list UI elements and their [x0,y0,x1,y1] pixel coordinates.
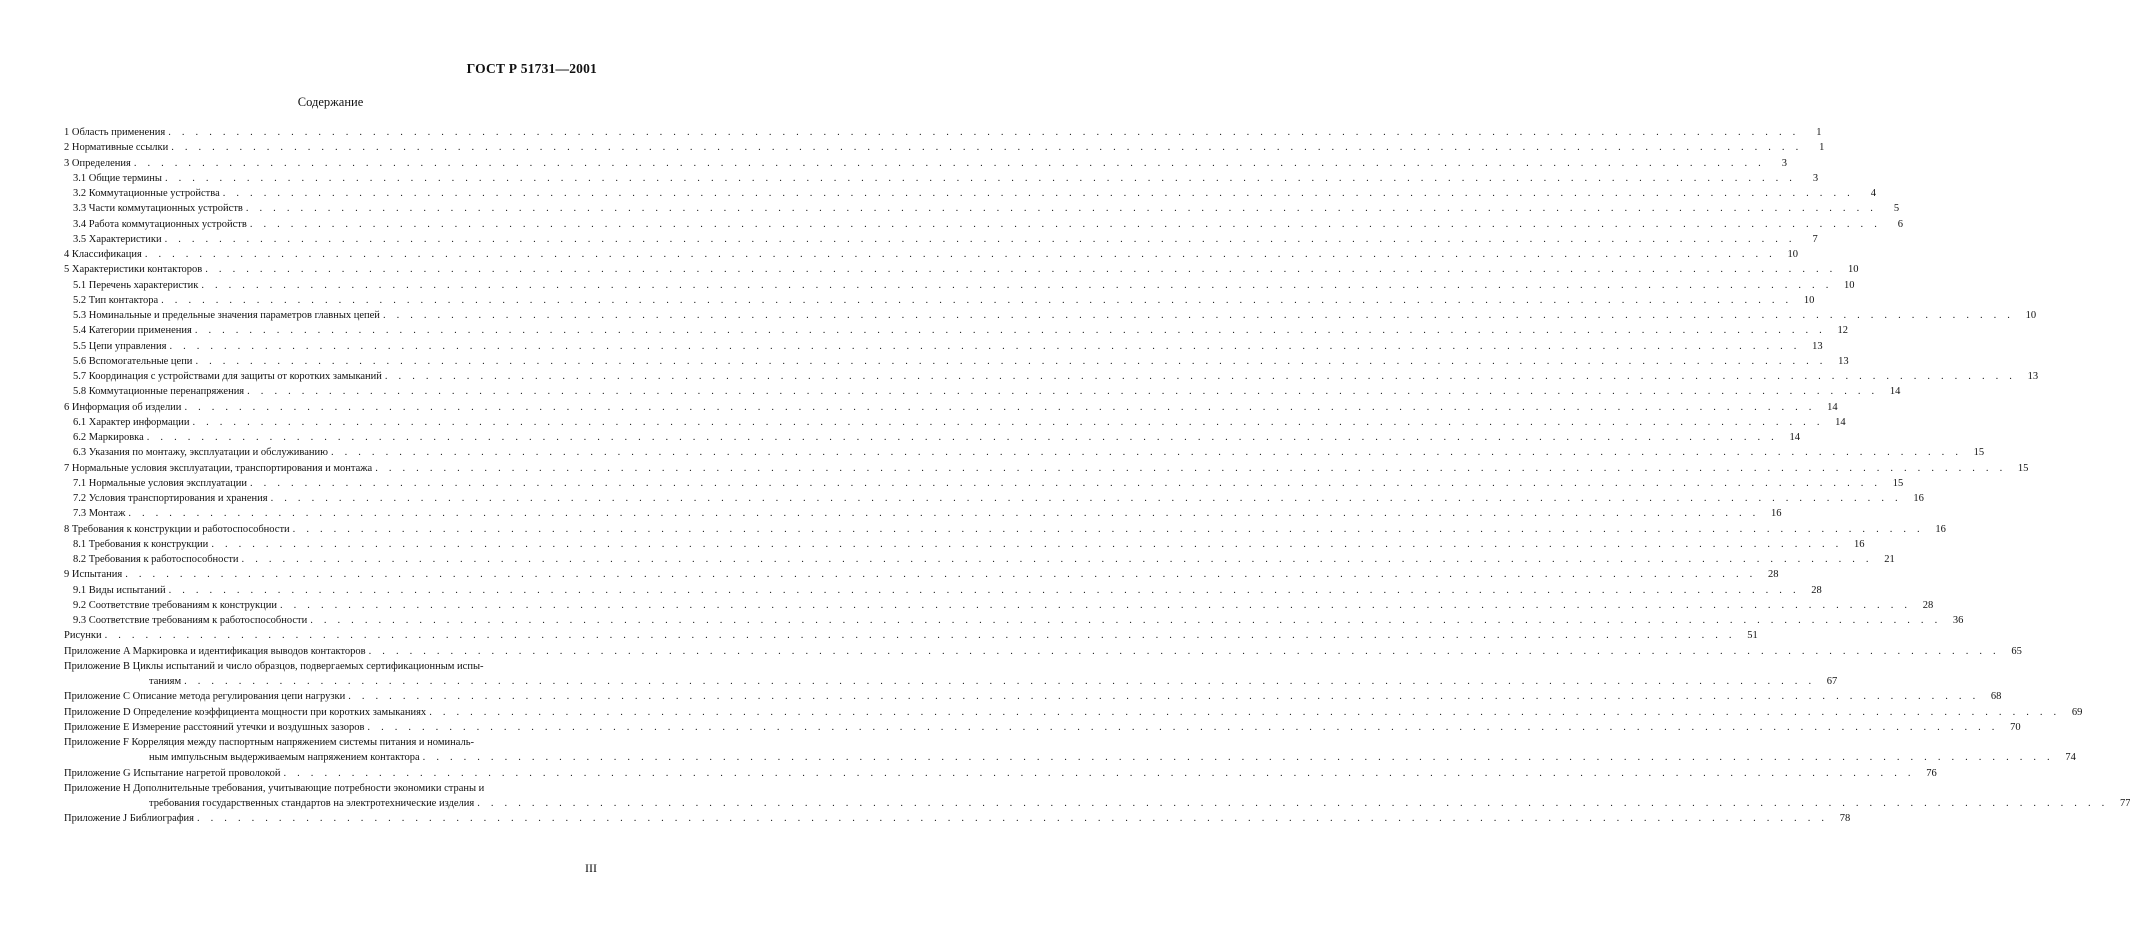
dot-leader: . . . . . . . . . . . . . . . . . . . . . . . . . . . . . . . . . . . . . . . . . . . . . . . . . . . . . . . . . . . . . . . . . . . . . . . . . . . . . . . . . . . . . . . . . . . . . . . . . . . . . . . . . . . . . . . . . . . . . . . . [270,493,1902,504]
page-number: III [585,861,597,875]
toc-entry-title: 6.1 Характер информации [73,415,192,430]
dot-leader: . . . . . . . . . . . . . . . . . . . . . . . . . . . . . . . . . . . . . . . . . . . . . . . . . . . . . . . . . . . . . . . . . . . . . . . . . . . . . . . . . . . . . . . . . . . . . . . . . . . . . . . . . . . . . . . . . . . . . . . . [247,386,1879,398]
toc-entry-title: 3 Определения [64,156,134,171]
toc-entry [64,811,1851,826]
dot-leader: . . . . . . . . . . . . . . . . . . . . . . . . . . . . . . . . . . . . . . . . . . . . . . . . . . . . . . . . . . . . . . . . . . . . . . . . . . . . . . . . . . . . . . . . . . . . . . . . . . . . . . . . . . . . . . . . . . . . . . . . [104,630,1736,642]
toc-entry-title: 4 Классификация [64,247,145,262]
toc-entry-title: 5.3 Номинальные и предельные значения параметров главных цепей [73,308,383,323]
dot-leader: . . . . . . . . . . . . . . . . . . . . . . . . . . . . . . . . . . . . . . . . . . . . . . . . . . . . . . . . . . . . . . . . . . . . . . . . . . . . . . . . . . . . . . . . . . . . . . . . . . . . . . . . . . . . . . . . . . . . . . . . [128,508,1760,520]
toc-entry-page: 1 [1816,127,1822,138]
toc-entry-title: 9.1 Виды испытаний [73,583,169,598]
toc-entry-title: 8.2 Требования к работоспособности [73,552,242,567]
toc-entry-page: 15 [1973,447,1985,459]
dot-leader: . . . . . . . . . . . . . . . . . . . . . . . . . . . . . . . . . . . . . . . . . . . . . . . . . . . . . . . . . . . . . . . . . . . . . . . . . . . . . . . . . . . . . . . . . . . . . . . . . . . . . . . . . . . . . . . . . . . . . . . . [429,706,2061,718]
toc-entry-page: 3 [1781,157,1788,169]
toc-entry-page: 1 [1819,142,1825,154]
toc-entry-page: 65 [2011,645,2022,657]
toc-entry-title: 5.2 Тип контактора [73,293,161,308]
dot-leader: . . . . . . . . . . . . . . . . . . . . . . . . . . . . . . . . . . . . . . . . . . . . . . . . . . . . . . . . . . . . . . . . . . . . . . . . . . . . . . . . . . . . . . . . . . . . . . . . . . . . . . . . . . . . . . . . . . . . . . . . [375,462,2007,474]
dot-leader: . . . . . . . . . . . . . . . . . . . . . . . . . . . . . . . . . . . . . . . . . . . . . . . . . . . . . . . . . . . . . . . . . . . . . . . . . . . . . . . . . . . . . . . . . . . . . . . . . . . . . . . . . . . . . . . . . . . . . . . . [168,584,1800,596]
toc-entry-page: 12 [1837,325,1848,337]
toc-entry-page: 13 [1812,340,1823,352]
toc-entry-title: 6.3 Указания по монтажу, эксплуатации и обслуживанию [73,445,331,460]
toc-entry [64,445,1985,460]
toc-entry-title: 5.5 Цепи управления [73,339,169,354]
toc-entry [64,354,1849,369]
toc-entry [64,430,1800,445]
toc-entry-title: 9.3 Соответствие требованиям к работоспособности [73,613,310,628]
toc-entry [64,506,1782,521]
toc-entry-title: 3.1 Общие термины [73,171,165,186]
toc-entry-page: 70 [2010,721,2021,733]
dot-leader: . . . . . . . . . . . . . . . . . . . . . . . . . . . . . . . . . . . . . . . . . . . . . . . . . . . . . . . . . . . . . . . . . . . . . . . . . . . . . . . . . . . . . . . . . . . . . . . . . . . . . . . . . . . . . . . . . . . . . . . . [205,264,1837,276]
toc-entry [64,232,1818,247]
toc-entry-title: 3.3 Части коммутационных устройств [73,201,246,216]
toc-entry [64,705,2083,720]
toc-entry-title: 9 Испытания [64,567,125,582]
toc-entry-title: таниям [149,674,184,689]
toc-entry-title: Приложение H Дополнительные требования, учитывающие потребности экономики страны и [64,781,487,796]
dot-leader: . . . . . . . . . . . . . . . . . . . . . . . . . . . . . . . . . . . . . . . . . . . . . . . . . . . . . . . . . . . . . . . . . . . . . . . . . . . . . . . . . . . . . . . . . . . . . . . . . . . . . . . . . . . . . . . . . . . . . . . . [161,294,1793,306]
toc-entry [64,201,1900,216]
dot-leader: . . . . . . . . . . . . . . . . . . . . . . . . . . . . . . . . . . . . . . . . . . . . . . . . . . . . . . . . . . . . . . . . . . . . . . . . . . . . . . . . . . . . . . . . . . . . . . . . . . . . . . . . . . . . . . . . . . . . . . . . [195,355,1827,367]
toc-entry [64,781,598,796]
toc-entry-title: 5.1 Перечень характеристик [73,278,201,293]
toc-entry-title: ным импульсным выдерживаемым напряжением контактора [149,750,423,765]
toc-entry-title: Приложение B Циклы испытаний и число образцов, подвергаемых сертификационным испы- [64,659,487,674]
dot-leader: . . . . . . . . . . . . . . . . . . . . . . . . . . . . . . . . . . . . . . . . . . . . . . . . . . . . . . . . . . . . . . . . . . . . . . . . . . . . . . . . . . . . . . . . . . . . . . . . . . . . . . . . . . . . . . . . . . . . . . . . [250,477,1882,489]
toc-entry-page: 14 [1827,401,1838,413]
toc-entry-title: 5 Характеристики контакторов [64,262,205,277]
toc-entry-page: 14 [1889,386,1901,398]
toc-entry [64,720,2021,735]
dot-leader: . . . . . . . . . . . . . . . . . . . . . . . . . . . . . . . . . . . . . . . . . . . . . . . . . . . . . . . . . . . . . . . . . . . . . . . . . . . . . . . . . . . . . . . . . . . . . . . . . . . . . . . . . . . . . . . . . . . . . . . . [169,340,1801,352]
toc-entry [64,461,2029,476]
toc-entry [64,369,2039,384]
toc-entry-page: 13 [2027,371,2039,382]
toc-entry-page: 10 [1787,249,1798,260]
dot-leader: . . . . . . . . . . . . . . . . . . . . . . . . . . . . . . . . . . . . . . . . . . . . . . . . . . . . . . . . . . . . . . . . . . . . . . . . . . . . . . . . . . . . . . . . . . . . . . . . . . . . . . . . . . . . . . . . . . . . . . . . [280,599,1912,611]
toc-entry-page: 10 [1847,264,1859,276]
dot-leader: . . . . . . . . . . . . . . . . . . . . . . . . . . . . . . . . . . . . . . . . . . . . . . . . . . . . . . . . . . . . . . . . . . . . . . . . . . . . . . . . . . . . . . . . . . . . . . . . . . . . . . . . . . . . . . . . . . . . . . . . [283,767,1915,779]
dot-leader: . . . . . . . . . . . . . . . . . . . . . . . . . . . . . . . . . . . . . . . . . . . . . . . . . . . . . . . . . . . . . . . . . . . . . . . . . . . . . . . . . . . . . . . . . . . . . . . . . . . . . . . . . . . . . . . . . . . . . . . . [201,279,1833,291]
toc-entry [64,537,1865,552]
toc-entry [64,400,1838,415]
toc-entry [64,156,1788,171]
toc-entry-page: 3 [1812,172,1819,184]
toc-entry [64,171,1819,186]
toc-entry [64,674,1838,689]
toc-entry [64,293,1815,308]
dot-leader: . . . . . . . . . . . . . . . . . . . . . . . . . . . . . . . . . . . . . . . . . . . . . . . . . . . . . . . . . . . . . . . . . . . . . . . . . . . . . . . . . . . . . . . . . . . . . . . . . . . . . . . . . . . . . . . . . . . . . . . . [133,157,1766,169]
toc-entry-title: 9.2 Соответствие требованиям к конструкции [73,598,280,613]
toc-entry-title: 5.6 Вспомогательные цепи [73,354,195,369]
toc-entry-page: 16 [1913,493,1924,504]
dot-leader: . . . . . . . . . . . . . . . . . . . . . . . . . . . . . . . . . . . . . . . . . . . . . . . . . . . . . . . . . . . . . . . . . . . . . . . . . . . . . . . . . . . . . . . . . . . . . . . . . . . . . . . . . . . . . . . . . . . . . . . . [211,538,1843,550]
toc-entry [64,796,2130,811]
toc-entry-page: 28 [1811,584,1822,596]
dot-leader: . . . . . . . . . . . . . . . . . . . . . . . . . . . . . . . . . . . . . . . . . . . . . . . . . . . . . . . . . . . . . . . . . . . . . . . . . . . . . . . . . . . . . . . . . . . . . . . . . . . . . . . . . . . . . . . . . . . . . . . . [249,218,1882,230]
toc-entry [64,262,1859,277]
toc-entry-page: 16 [1771,508,1782,520]
toc-entry-title: 5.4 Категории применения [73,323,195,338]
toc-entry-page: 7 [1812,233,1818,245]
toc-entry-page: 16 [1854,538,1865,550]
toc-entry-page: 14 [1835,416,1846,428]
table-of-contents [64,125,2130,827]
toc-entry [64,598,1934,613]
toc-entry-title: Приложение J Библиография [64,811,197,826]
toc-entry [64,766,1937,781]
toc-entry-page: 4 [1870,188,1876,199]
toc-entry-title: 8.1 Требования к конструкции [73,537,211,552]
dot-leader: . . . . . . . . . . . . . . . . . . . . . . . . . . . . . . . . . . . . . . . . . . . . . . . . . . . . . . . . . . . . . . . . . . . . . . . . . . . . . . . . . . . . . . . . . . . . . . . . . . . . . . . . . . . . . . . . . . . . . . . . [194,325,1826,337]
toc-entry [64,628,1758,643]
toc-entry [64,583,1822,598]
dot-leader: . . . . . . . . . . . . . . . . . . . . . . . . . . . . . . . . . . . . . . . . . . . . . . . . . . . . . . . . . . . . . . . . . . . . . . . . . . . . . . . . . . . . . . . . . . . . . . . . . . . . . . . . . . . . . . . . . . . . . . . . [348,691,1980,703]
toc-entry-title: Приложение A Маркировка и идентификация выводов контакторов [64,644,369,659]
toc-entry-page: 51 [1747,630,1758,642]
toc-entry-title: требования государственных стандартов на электротехнические изделия [149,796,477,811]
dot-leader: . . . . . . . . . . . . . . . . . . . . . . . . . . . . . . . . . . . . . . . . . . . . . . . . . . . . . . . . . . . . . . . . . . . . . . . . . . . . . . . . . . . . . . . . . . . . . . . . . . . . . . . . . . . . . . . . . . . . . . . . [422,752,2054,764]
toc-entry [64,323,1848,338]
toc-entry [64,522,1946,537]
toc-entry [64,308,2037,323]
toc-entry [64,339,1823,354]
toc-entry [64,552,1895,567]
toc-entry [64,278,1855,293]
toc-entry [64,735,598,750]
dot-leader: . . . . . . . . . . . . . . . . . . . . . . . . . . . . . . . . . . . . . . . . . . . . . . . . . . . . . . . . . . . . . . . . . . . . . . . . . . . . . . . . . . . . . . . . . . . . . . . . . . . . . . . . . . . . . . . . . . . . . . . . [144,249,1776,260]
toc-entry-title: Приложение G Испытание нагретой проволокой [64,766,284,781]
toc-entry-title: Приложение E Измерение расстояний утечки и воздушных зазоров [64,720,367,735]
toc-entry-title: 3.2 Коммутационные устройства [73,186,223,201]
toc-entry-title: 6 Информация об изделии [64,400,184,415]
toc-entry-page: 78 [1839,813,1851,825]
toc-entry-title: 6.2 Маркировка [73,430,147,445]
toc-entry [64,186,1876,201]
toc-entry-page: 28 [1767,569,1779,581]
toc-entry [64,476,1904,491]
toc-entry-page: 28 [1922,599,1934,611]
toc-entry-title: 3.5 Характеристики [73,232,165,247]
toc-entry-page: 6 [1897,218,1904,230]
toc-entry [64,644,2022,659]
toc-entry-title: 8 Требования к конструкции и работоспособности [64,522,293,537]
dot-leader: . . . . . . . . . . . . . . . . . . . . . . . . . . . . . . . . . . . . . . . . . . . . . . . . . . . . . . . . . . . . . . . . . . . . . . . . . . . . . . . . . . . . . . . . . . . . . . . . . . . . . . . . . . . . . . . . . . . . . . . . [310,615,1942,626]
toc-entry-page: 68 [1990,691,2002,703]
dot-leader: . . . . . . . . . . . . . . . . . . . . . . . . . . . . . . . . . . . . . . . . . . . . . . . . . . . . . . . . . . . . . . . . . . . . . . . . . . . . . . . . . . . . . . . . . . . . . . . . . . . . . . . . . . . . . . . . . . . . . . . . [222,188,1854,199]
toc-entry-title: 7.1 Нормальные условия эксплуатации [73,476,250,491]
toc-entry-title: 5.7 Координация с устройствами для защиты от коротких замыканий [73,369,385,384]
toc-entry-page: 67 [1826,676,1838,687]
toc-entry-page: 74 [2065,752,2076,764]
dot-leader: . . . . . . . . . . . . . . . . . . . . . . . . . . . . . . . . . . . . . . . . . . . . . . . . . . . . . . . . . . . . . . . . . . . . . . . . . . . . . . . . . . . . . . . . . . . . . . . . . . . . . . . . . . . . . . . . . . . . . . . . [367,721,1999,733]
toc-entry-page: 10 [1803,294,1815,306]
document-number: ГОСТ Р 51731—2001 [466,61,597,76]
toc-entry [64,659,598,674]
toc-entry-page: 15 [2017,462,2029,474]
toc-entry-title: Рисунки [64,628,105,643]
toc-entry [64,567,1779,582]
toc-entry-page: 69 [2071,706,2083,718]
page-title: Содержание [297,95,364,109]
dot-leader: . . . . . . . . . . . . . . . . . . . . . . . . . . . . . . . . . . . . . . . . . . . . . . . . . . . . . . . . . . . . . . . . . . . . . . . . . . . . . . . . . . . . . . . . . . . . . . . . . . . . . . . . . . . . . . . . . . . . . . . . [197,813,1829,825]
toc-entry-page: 76 [1926,767,1937,779]
toc-entry [64,125,1822,140]
dot-leader: . . . . . . . . . . . . . . . . . . . . . . . . . . . . . . . . . . . . . . . . . . . . . . . . . . . . . . . . . . . . . . . . . . . . . . . . . . . . . . . . . . . . . . . . . . . . . . . . . . . . . . . . . . . . . . . . . . . . . . . . [292,523,1924,535]
toc-entry [64,750,2076,765]
toc-entry-title: 7.2 Условия транспортирования и хранения [73,491,271,506]
dot-leader: . . . . . . . . . . . . . . . . . . . . . . . . . . . . . . . . . . . . . . . . . . . . . . . . . . . . . . . . . . . . . . . . . . . . . . . . . . . . . . . . . . . . . . . . . . . . . . . . . . . . . . . . . . . . . . . . . . . . . . . . [184,401,1816,413]
dot-leader: . . . . . . . . . . . . . . . . . . . . . . . . . . . . . . . . . . . . . . . . . . . . . . . . . . . . . . . . . . . . . . . . . . . . . . . . . . . . . . . . . . . . . . . . . . . . . . . . . . . . . . . . . . . . . . . . . . . . . . . . [168,127,1800,138]
toc-entry-page: 15 [1892,477,1904,489]
toc-entry [64,140,1825,155]
toc-entry-title: Приложение D Определение коэффициента мощности при коротких замыканиях [64,705,429,720]
toc-entry-title: Приложение C Описание метода регулирования цепи нагрузки [64,689,348,704]
toc-entry-page: 16 [1935,523,1946,535]
toc-entry [64,384,1901,399]
dot-leader: . . . . . . . . . . . . . . . . . . . . . . . . . . . . . . . . . . . . . . . . . . . . . . . . . . . . . . . . . . . . . . . . . . . . . . . . . . . . . . . . . . . . . . . . . . . . . . . . . . . . . . . . . . . . . . . . . . . . . . . . [382,310,2015,321]
toc-entry-title: 3.4 Работа коммутационных устройств [73,217,250,232]
dot-leader: . . . . . . . . . . . . . . . . . . . . . . . . . . . . . . . . . . . . . . . . . . . . . . . . . . . . . . . . . . . . . . . . . . . . . . . . . . . . . . . . . . . . . . . . . . . . . . . . . . . . . . . . . . . . . . . . . . . . . . . . [477,798,2109,809]
toc-entry-page: 10 [2025,310,2037,321]
dot-leader: . . . . . . . . . . . . . . . . . . . . . . . . . . . . . . . . . . . . . . . . . . . . . . . . . . . . . . . . . . . . . . . . . . . . . . . . . . . . . . . . . . . . . . . . . . . . . . . . . . . . . . . . . . . . . . . . . . . . . . . . [125,569,1757,581]
toc-entry-page: 14 [1789,432,1800,443]
toc-entry-page: 10 [1844,279,1855,291]
dot-leader: . . . . . . . . . . . . . . . . . . . . . . . . . . . . . . . . . . . . . . . . . . . . . . . . . . . . . . . . . . . . . . . . . . . . . . . . . . . . . . . . . . . . . . . . . . . . . . . . . . . . . . . . . . . . . . . . . . . . . . . . [384,371,2017,382]
toc-entry [64,217,1904,232]
dot-leader: . . . . . . . . . . . . . . . . . . . . . . . . . . . . . . . . . . . . . . . . . . . . . . . . . . . . . . . . . . . . . . . . . . . . . . . . . . . . . . . . . . . . . . . . . . . . . . . . . . . . . . . . . . . . . . . . . . . . . . . . [368,645,2000,657]
toc-entry [64,247,1798,262]
toc-entry [64,613,1964,628]
toc-entry-title: Приложение F Корреляция между паспортным напряжением системы питания и номиналь- [64,735,477,750]
toc-entry-title: 7 Нормальные условия эксплуатации, транспортирования и монтажа [64,461,375,476]
toc-entry-page: 5 [1893,203,1900,215]
toc-entry-title: 2 Нормативные ссылки [64,140,171,155]
toc-entry-title: 1 Область применения [64,125,168,140]
dot-leader: . . . . . . . . . . . . . . . . . . . . . . . . . . . . . . . . . . . . . . . . . . . . . . . . . . . . . . . . . . . . . . . . . . . . . . . . . . . . . . . . . . . . . . . . . . . . . . . . . . . . . . . . . . . . . . . . . . . . . . . . [241,554,1873,565]
toc-entry-page: 21 [1884,554,1895,565]
dot-leader: . . . . . . . . . . . . . . . . . . . . . . . . . . . . . . . . . . . . . . . . . . . . . . . . . . . . . . . . . . . . . . . . . . . . . . . . . . . . . . . . . . . . . . . . . . . . . . . . . . . . . . . . . . . . . . . . . . . . . . . . [245,203,1878,215]
dot-leader: . . . . . . . . . . . . . . . . . . . . . . . . . . . . . . . . . . . . . . . . . . . . . . . . . . . . . . . . . . . . . . . . . . . . . . . . . . . . . . . . . . . . . . . . . . . . . . . . . . . . . . . . . . . . . . . . . . . . . . . . [192,416,1824,428]
dot-leader: . . . . . . . . . . . . . . . . . . . . . . . . . . . . . . . . . . . . . . . . . . . . . . . . . . . . . . . . . . . . . . . . . . . . . . . . . . . . . . . . . . . . . . . . . . . . . . . . . . . . . . . . . . . . . . . . . . . . . . . . [146,432,1778,443]
toc-entry-title: 5.8 Коммутационные перенапряжения [73,384,247,399]
dot-leader: . . . . . . . . . . . . . . . . . . . . . . . . . . . . . . . . . . . . . . . . . . . . . . . . . . . . . . . . . . . . . . . . . . . . . . . . . . . . . . . . . . . . . . . . . . . . . . . . . . . . . . . . . . . . . . . . . . . . . . . . [184,676,1816,687]
dot-leader: . . . . . . . . . . . . . . . . . . . . . . . . . . . . . . . . . . . . . . . . . . . . . . . . . . . . . . . . . . . . . . . . . . . . . . . . . . . . . . . . . . . . . . . . . . . . . . . . . . . . . . . . . . . . . . . . . . . . . . . . [330,447,1963,459]
toc-entry [64,491,1924,506]
toc-entry-page: 13 [1838,355,1849,367]
toc-entry [64,415,1846,430]
toc-entry-page: 77 [2119,798,2130,809]
dot-leader: . . . . . . . . . . . . . . . . . . . . . . . . . . . . . . . . . . . . . . . . . . . . . . . . . . . . . . . . . . . . . . . . . . . . . . . . . . . . . . . . . . . . . . . . . . . . . . . . . . . . . . . . . . . . . . . . . . . . . . . . [164,172,1797,184]
toc-entry-title: 7.3 Монтаж [73,506,128,521]
toc-entry [64,689,2002,704]
dot-leader: . . . . . . . . . . . . . . . . . . . . . . . . . . . . . . . . . . . . . . . . . . . . . . . . . . . . . . . . . . . . . . . . . . . . . . . . . . . . . . . . . . . . . . . . . . . . . . . . . . . . . . . . . . . . . . . . . . . . . . . . [171,142,1803,154]
toc-entry-page: 36 [1952,615,1964,626]
dot-leader: . . . . . . . . . . . . . . . . . . . . . . . . . . . . . . . . . . . . . . . . . . . . . . . . . . . . . . . . . . . . . . . . . . . . . . . . . . . . . . . . . . . . . . . . . . . . . . . . . . . . . . . . . . . . . . . . . . . . . . . . [164,233,1796,245]
